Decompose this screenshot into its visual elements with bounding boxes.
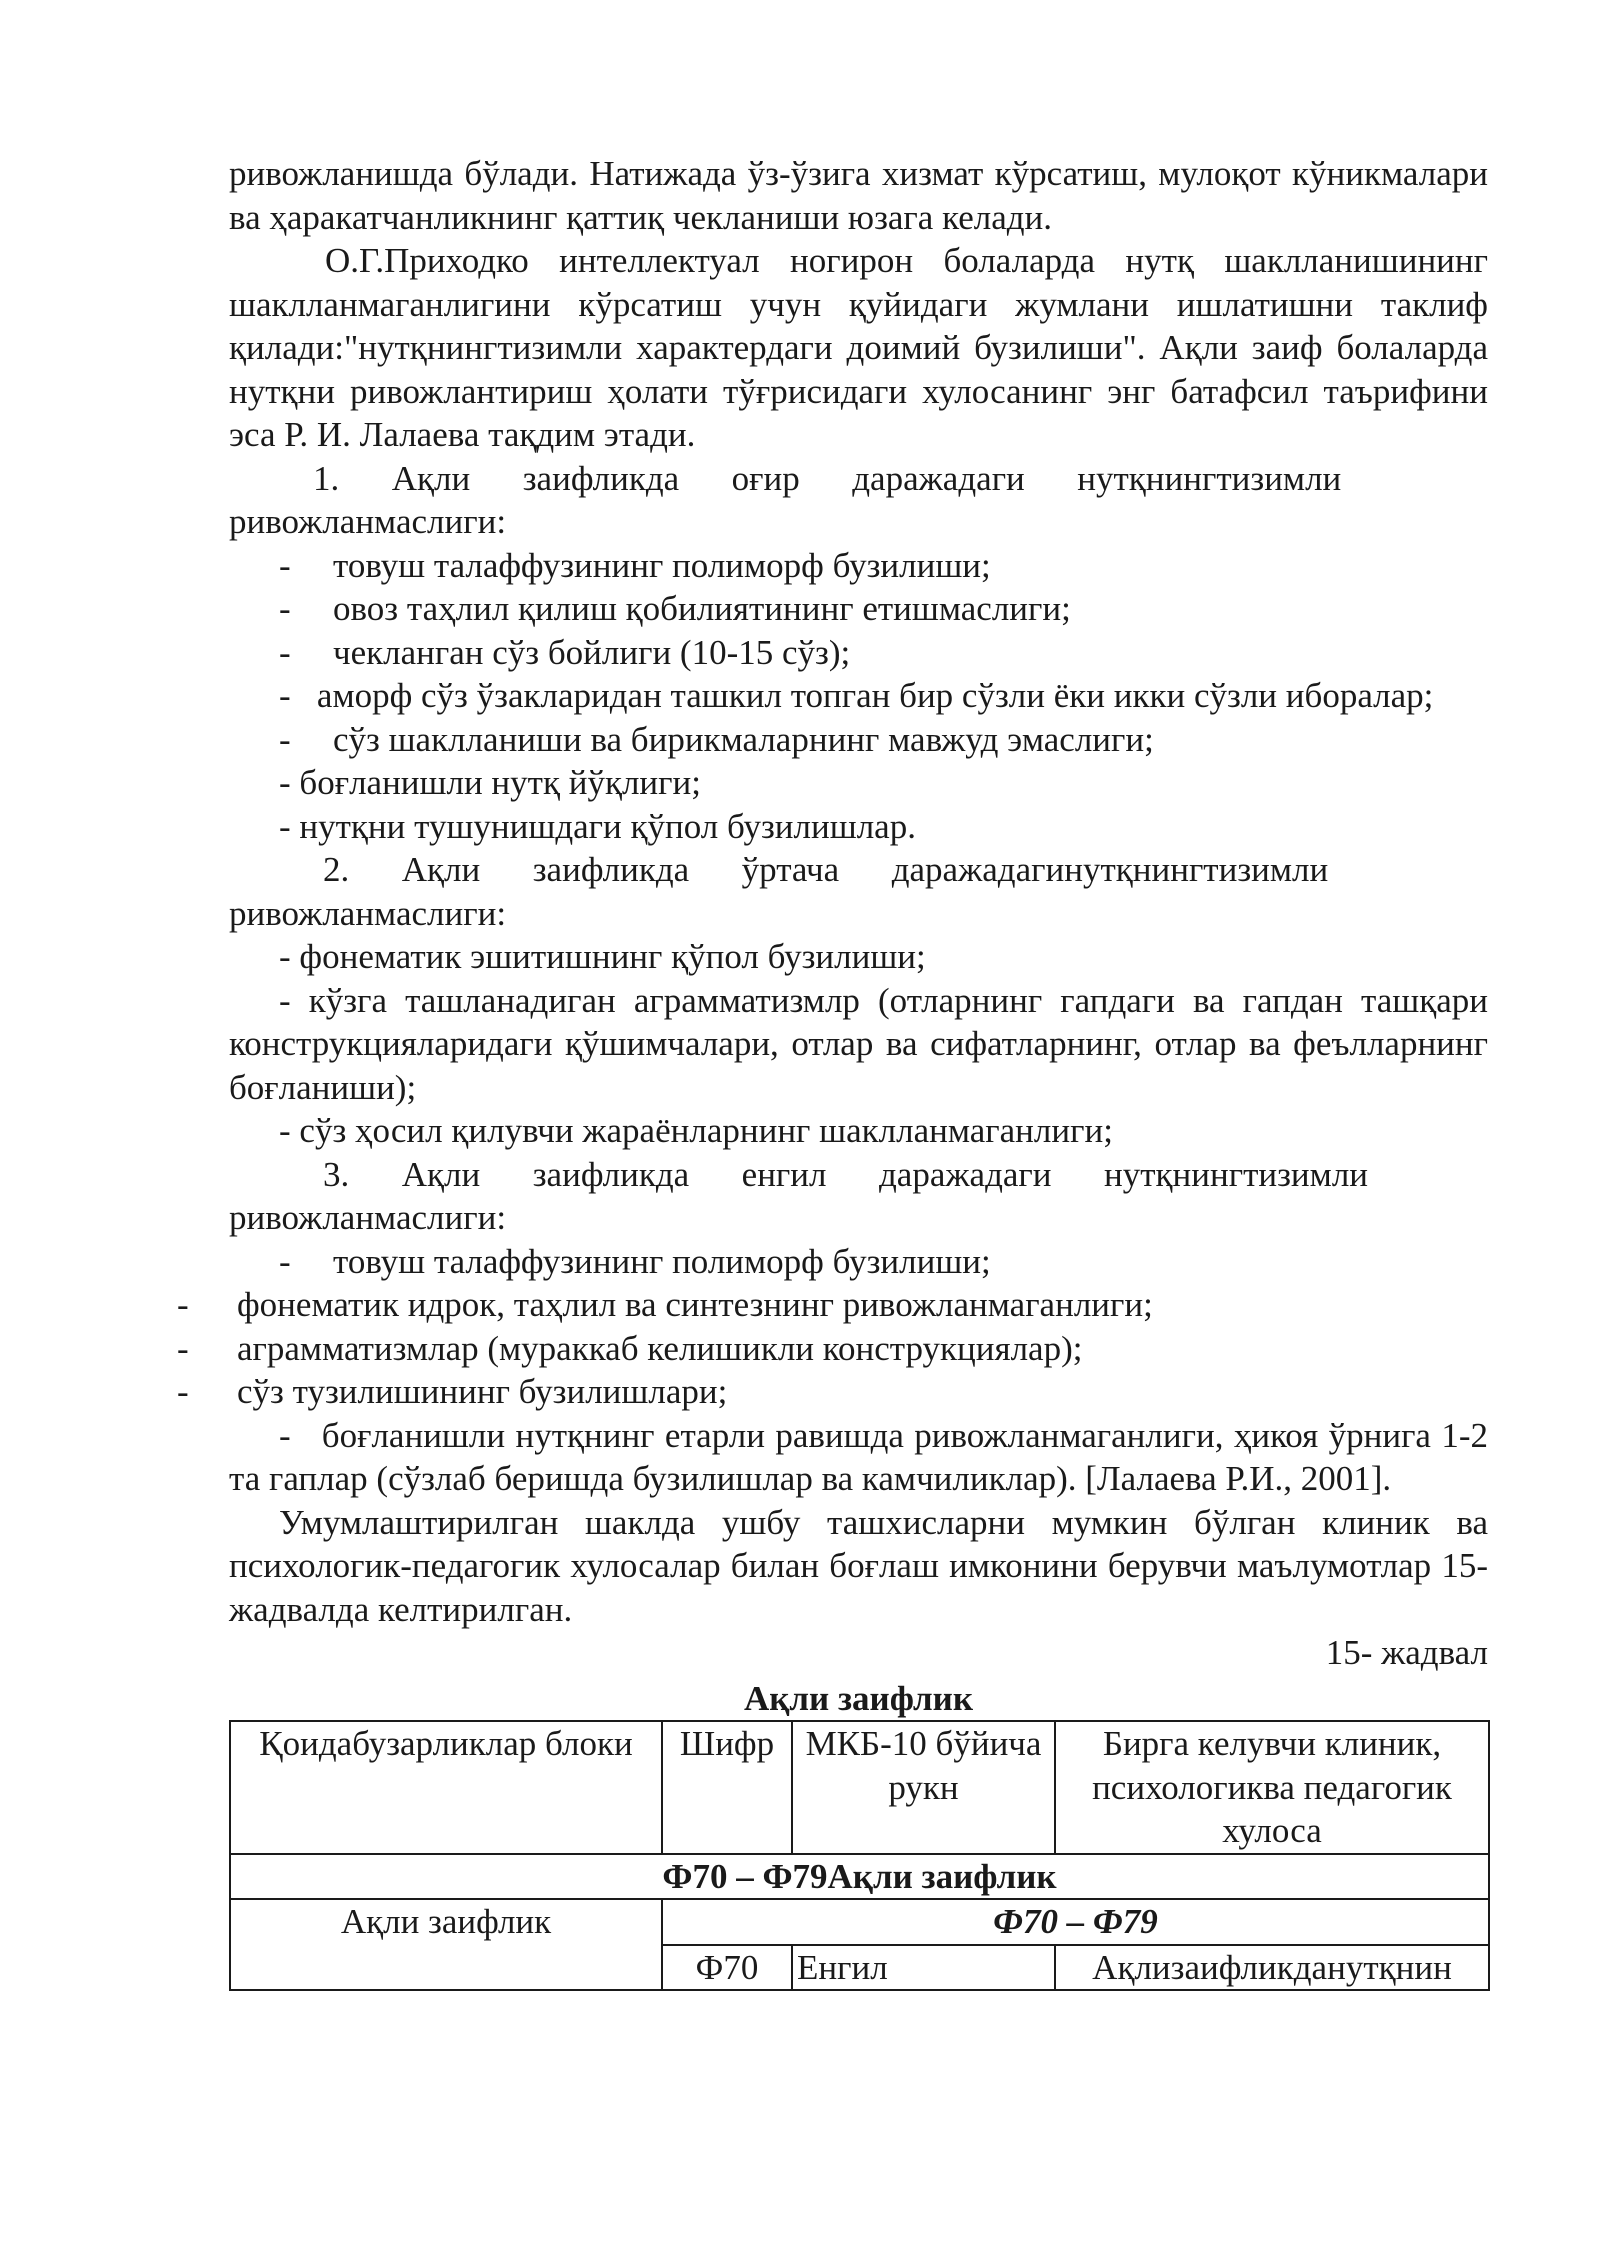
table-header-cell: Қоидабузарликлар блоки xyxy=(230,1721,662,1854)
dash-marker: - xyxy=(177,1328,189,1368)
list-item: - товуш талаффузининг полиморф бузилиши; xyxy=(229,1240,1488,1284)
list-item-wrapped: - боғланишли нутқнинг етарли равишда ривожланмаганлиги, ҳикоя ўрнига 1-2 та гаплар (сўзлаб беришда бузилишлар ва камчиликлар). [Лалаева Р.И., 2001]. xyxy=(229,1415,1488,1498)
heading-item-3: 3. Ақли заифликда енгил даражадаги нутқнингтизимли xyxy=(323,1154,1369,1194)
table-cell: Ф70 xyxy=(662,1945,792,1991)
paragraph-1: ривожланишда бўлади. Натижада ўз-ўзига хизмат кўрсатиш, мулоқот кўникмалари ва ҳаракатчанликнинг қаттиқ чекланиши юзага келади. xyxy=(229,154,1488,237)
dash-marker: - xyxy=(177,1285,189,1324)
table-cell: Ақлизаифликданутқнин xyxy=(1055,1945,1489,1991)
list-item: - сўз тузилишининг бузилишлари; xyxy=(177,1370,1488,1414)
dash-marker: - xyxy=(177,1372,189,1411)
list-item: - сўз шаклланиши ва бирикмаларнинг мавжуд эмаслиги; xyxy=(229,718,1488,762)
heading-item-3-cont: ривожланмаслиги: xyxy=(229,1198,507,1237)
dash-marker: - xyxy=(279,589,291,628)
list-item-wrapped: - аморф сўз ўзакларидан ташкил топган бир сўзли ёки икки сўзли иборалар; xyxy=(279,676,1434,715)
list-item: - аграмматизмлар (мураккаб келишикли конструкциялар); xyxy=(177,1327,1488,1371)
list-item: - товуш талаффузининг полиморф бузилиши; xyxy=(229,544,1488,588)
table-header-cell: Шифр xyxy=(662,1721,792,1854)
heading-item-1-cont: ривожланмаслиги: xyxy=(229,502,507,541)
dash-marker: - xyxy=(279,1241,291,1281)
table-cell: Енгил xyxy=(792,1945,1055,1991)
table-row xyxy=(230,1899,1489,1945)
paragraph-3: Умумлаштирилган шаклда ушбу ташхисларни мумкин бўлган клиник ва психологик-педагогик хулосалар билан боғлаш имконини берувчи маълумотлар 15-жадвалда келтирилган. xyxy=(229,1502,1488,1629)
list-item: - сўз ҳосил қилувчи жараёнларнинг шаклланмаганлиги; xyxy=(279,1111,1113,1150)
list-item: - нутқни тушунишдаги қўпол бузилишлар. xyxy=(279,806,916,846)
dash-marker: - xyxy=(279,719,291,759)
list-item: - чекланган сўз бойлиги (10-15 сўз); xyxy=(229,631,1488,675)
paragraph-2: О.Г.Приходко интеллектуал ногирон болаларда нутқ шаклланишининг шаклланмаганлигини кўрсатиш учун қуйидаги жумлани ишлатишни таклиф қилади:"нутқнингтизимли характердаги доимий бузилиши". Ақли заиф болаларда нутқни ривожлантириш ҳолати тўғрисидаги хулосанинг энг батафсил таърифини эса Р. И. Лалаева тақдим этади. xyxy=(229,241,1488,454)
diagnosis-table xyxy=(229,1720,1490,1991)
list-item: - боғланишли нутқ йўқлиги; xyxy=(279,763,701,802)
table-section-row xyxy=(230,1854,1489,1900)
table-header-row xyxy=(230,1721,1489,1854)
table-header-cell: МКБ-10 бўйича рукн xyxy=(792,1721,1055,1854)
table-section-cell: Ф70 – Ф79Ақли заифлик xyxy=(230,1854,1489,1900)
dash-marker: - xyxy=(279,632,291,672)
list-item: - фонематик идрок, таҳлил ва синтезнинг ривожланмаганлиги; xyxy=(177,1283,1488,1327)
heading-item-1: 1. Ақли заифликда оғир даражадаги нутқнингтизимли xyxy=(313,458,1342,498)
heading-item-2: 2. Ақли заифликда ўртача даражадагинутқнингтизимли xyxy=(323,850,1329,889)
list-item-wrapped: - кўзга ташланадиган аграмматизмлр (отларнинг гапдаги ва гапдан ташқари конструкцияларидаги қўшимчалари, отлар ва сифатларнинг, отлар ва феълларнинг боғланиши); xyxy=(229,980,1488,1107)
page-content xyxy=(177,152,1488,1991)
list-item: - фонематик эшитишнинг қўпол бузилиши; xyxy=(279,937,926,976)
table-group-label: Ақли заифлик xyxy=(230,1899,662,1990)
table-reference: 15- жадвал xyxy=(1325,1633,1488,1672)
table-caption: Ақли заифлик xyxy=(743,1678,974,1718)
heading-item-2-cont: ривожланмаслиги: xyxy=(229,893,507,933)
table-header-cell: Бирга келувчи клиник, психологиква педагогик хулоса xyxy=(1055,1721,1489,1854)
list-item: - овоз таҳлил қилиш қобилиятининг етишмаслиги; xyxy=(229,587,1488,631)
table-group-code: Ф70 – Ф79 xyxy=(662,1899,1489,1945)
dash-marker: - xyxy=(279,545,291,585)
